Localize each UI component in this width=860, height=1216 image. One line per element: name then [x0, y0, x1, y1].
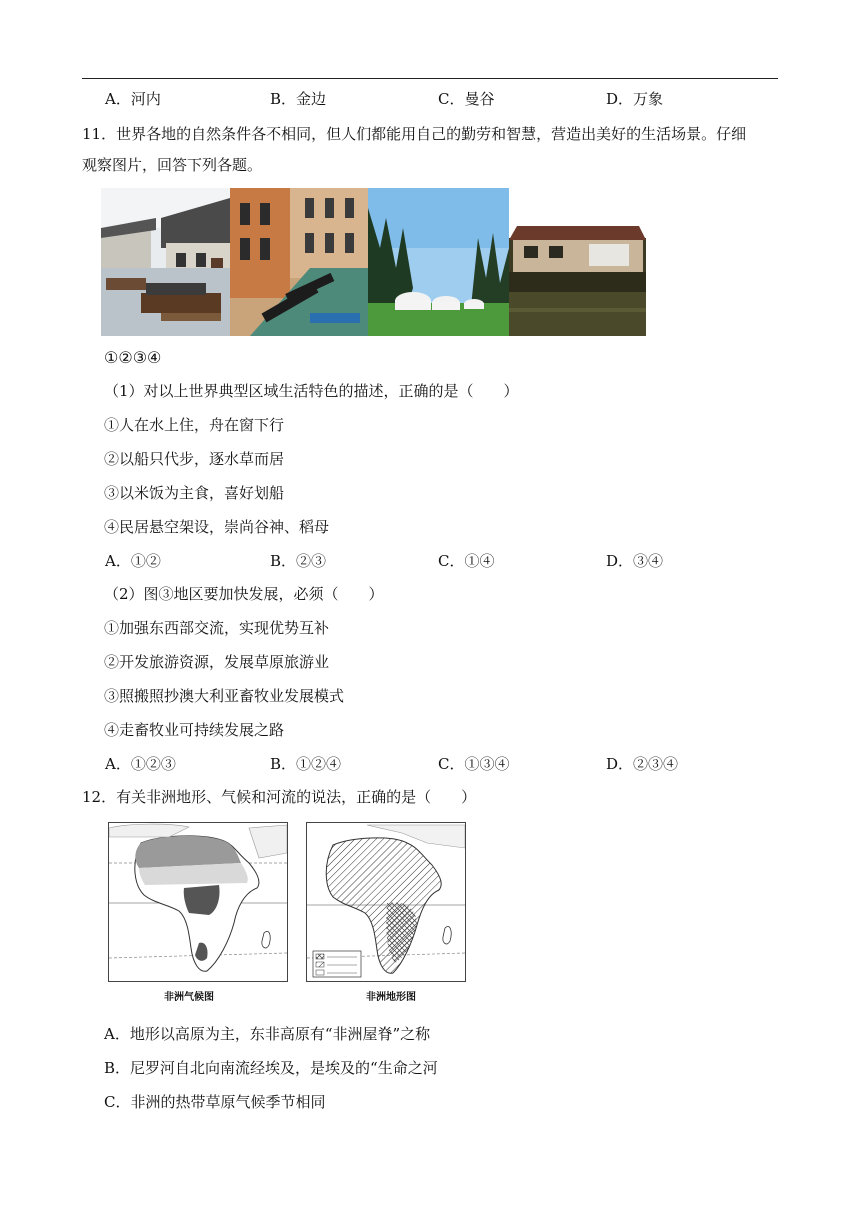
q11-sub2-item-4: ④走畜牧业可持续发展之路: [104, 721, 285, 739]
option-c: C．曼谷: [438, 90, 495, 108]
q11-sub1-item-4: ④民居悬空架设，崇尚谷神、稻母: [104, 518, 330, 536]
option-b: B．金边: [270, 90, 327, 108]
q11-sub2-item-3: ③照搬照抄澳大利亚畜牧业发展模式: [104, 687, 345, 705]
photo-water-town: [101, 188, 230, 336]
header-rule: [82, 78, 778, 79]
africa-climate-map: [108, 822, 288, 982]
photo-stilt-house: [509, 188, 646, 336]
q11-sub2-option-b: B．①②④: [270, 755, 342, 773]
q11-sub1-option-a: A．①②: [105, 552, 161, 570]
africa-landform-map: [306, 822, 466, 982]
q11-sub2-option-d: D．②③④: [606, 755, 679, 773]
q11-sub1-item-3: ③以米饭为主食，喜好划船: [104, 484, 285, 502]
q11-sub1-option-c: C．①④: [438, 552, 495, 570]
q11-sub2-item-1: ①加强东西部交流，实现优势互补: [104, 619, 330, 637]
q11-sub1-prompt: （1）对以上世界典型区域生活特色的描述，正确的是（ ）: [104, 382, 519, 400]
option-d: D．万象: [606, 90, 664, 108]
q12-option-c: C．非洲的热带草原气候季节相同: [104, 1093, 326, 1111]
landform-map-caption: 非洲地形图: [366, 992, 416, 1003]
photo-canal: [230, 188, 368, 336]
q11-sub1-option-b: B．②③: [270, 552, 327, 570]
q11-sub2-option-a: A．①②③: [105, 755, 176, 773]
q11-sub1-option-d: D．③④: [606, 552, 664, 570]
q11-photo-strip: [101, 188, 646, 336]
q11-sub2-item-2: ②开发旅游资源，发展草原旅游业: [104, 653, 330, 671]
q12-option-a: A．地形以高原为主，东非高原有“非洲屋脊”之称: [104, 1025, 431, 1043]
q12-option-b: B．尼罗河自北向南流经埃及，是埃及的“生命之河: [104, 1059, 438, 1077]
photo-yurts: [368, 188, 509, 336]
q12-stem: 12．有关非洲地形、气候和河流的说法，正确的是（ ）: [82, 788, 477, 806]
climate-map-caption: 非洲气候图: [164, 992, 214, 1003]
q11-sub1-item-2: ②以船只代步，逐水草而居: [104, 450, 285, 468]
q11-sub1-item-1: ①人在水上住，舟在窗下行: [104, 416, 285, 434]
q11-stem-line1: 11．世界各地的自然条件各不相同，但人们都能用自己的勤劳和智慧，营造出美好的生活场景。仔细: [82, 125, 747, 143]
q11-stem-line2: 观察图片，回答下列各题。: [82, 156, 263, 174]
q11-sub2-prompt: （2）图③地区要加快发展，必须（ ）: [104, 585, 384, 603]
option-a: A．河内: [105, 90, 161, 108]
q11-image-labels: ①②③④: [104, 348, 162, 367]
q11-sub2-option-c: C．①③④: [438, 755, 510, 773]
